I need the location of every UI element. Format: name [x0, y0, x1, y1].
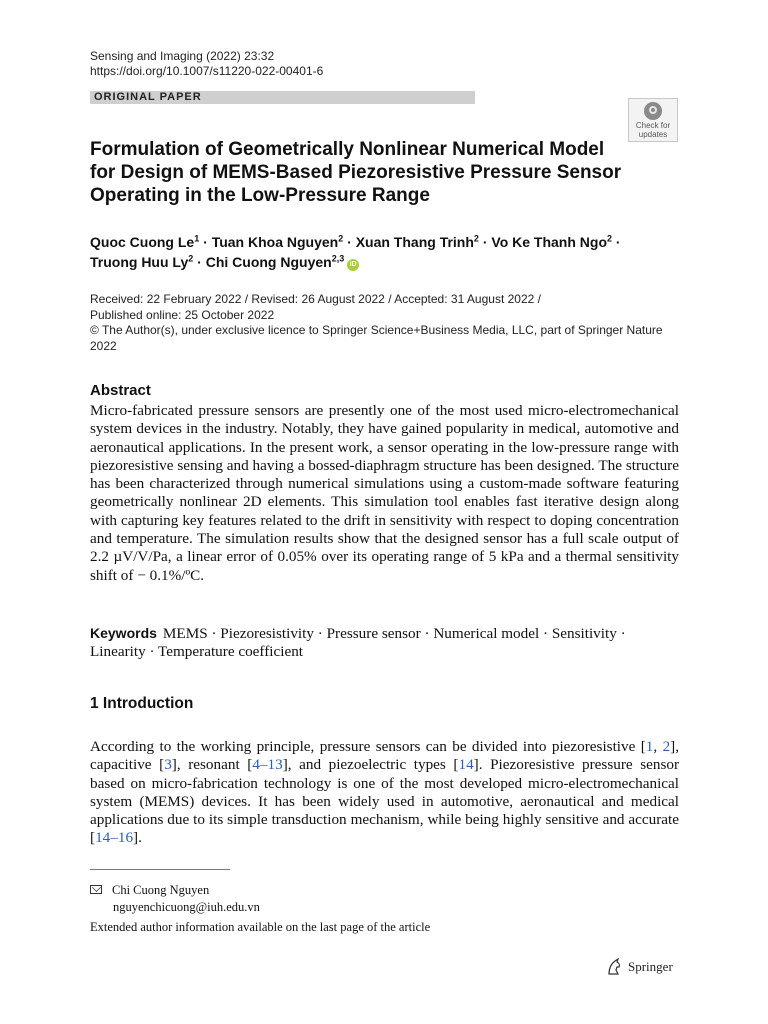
- check-for-updates-icon[interactable]: [628, 98, 678, 142]
- intro-text: ], and piezoelectric types [: [282, 756, 459, 774]
- keywords-text: MEMS · Piezoresistivity · Pressure sensor · Numerical model · Sensitivity · Linearity · Temperature coefficient: [90, 625, 626, 661]
- envelope-icon: [90, 885, 102, 894]
- publication-dates: [90, 292, 690, 354]
- intro-text: ].: [133, 829, 142, 847]
- paper-type-label: ORIGINAL PAPER: [90, 91, 475, 104]
- author-name[interactable]: Truong Huu Ly: [90, 254, 189, 270]
- keywords-block: [90, 624, 679, 662]
- dates-line-2: Published online: 25 October 2022: [90, 307, 275, 322]
- author-name[interactable]: Quoc Cuong Le: [90, 234, 195, 250]
- section-heading: 1 Introduction: [90, 695, 194, 712]
- author-affiliation: 1: [194, 233, 200, 244]
- orcid-icon[interactable]: iD: [347, 259, 359, 271]
- author-affiliation: 2: [473, 233, 479, 244]
- citation-link[interactable]: 1: [645, 738, 654, 755]
- author-affiliation: 2: [338, 233, 344, 244]
- citation-link[interactable]: 4–13: [252, 756, 283, 774]
- introduction-paragraph: [90, 738, 679, 848]
- author-affiliation: 2,3: [331, 253, 345, 264]
- correspondence-block: [90, 882, 260, 915]
- keywords-heading: Keywords: [90, 625, 157, 641]
- citation-link[interactable]: 14–16: [95, 829, 134, 847]
- doi-link[interactable]: https://doi.org/10.1007/s11220-022-00401-6: [90, 64, 324, 78]
- corresponding-author: Chi Cuong Nguyen: [112, 883, 210, 897]
- intro-text: ,: [653, 738, 663, 755]
- corresponding-email[interactable]: nguyenchicuong@iuh.edu.vn: [113, 899, 260, 914]
- citation-link[interactable]: 14: [458, 756, 474, 774]
- intro-text: ], resonant [: [171, 756, 253, 774]
- publisher-name: Springer: [628, 959, 673, 974]
- author-name[interactable]: Chi Cuong Nguyen: [205, 254, 332, 270]
- author-name[interactable]: Tuan Khoa Nguyen: [211, 234, 339, 250]
- intro-text: ]. Piezoresistive pressure sensor based on micro-fabrication technology is one of the most developed micro-electromechanical system (MEMS) devices. It has been widely used in automotive, aeronautical and medical applications due to its simple transduction mechanism, while being highly sensitive and accurate [: [90, 756, 680, 847]
- badge-line-2: updates: [638, 130, 668, 139]
- abstract-text: Micro-fabricated pressure sensors are presently one of the most used micro-electromechanical system devices in the industry. Notably, they have gained popularity in medical, automotive and aeronautical applications. In the present work, a sensor operating in the low-pressure range with piezoresistive sensing and having a bossed-diaphragm structure has been designed. The structure has been characterized through numerical simulations using a custom-made software featuring geometrically nonlinear 2D elements. This simulation tool enables fast iterative design along with capturing key features related to the drift in sensitivity with respect to doping concentration and temperature. The simulation results show that the designed sensor has a full scale output of 2.2 µV/V/Pa, a linear error of 0.05% over its operating range of 5 kPa and a thermal sensitivity shift of − 0.1%/ºC.: [90, 402, 679, 584]
- intro-text: ], capacitive [: [90, 738, 680, 774]
- badge-line-1: Check for: [635, 121, 671, 130]
- springer-horse-icon: [606, 958, 622, 976]
- check-circle-icon: [644, 102, 662, 120]
- citation-link[interactable]: 3: [164, 756, 172, 774]
- author-list: Quoc Cuong $Le^1$ · Tuan Khoa Nguyen$^2$ · Xuan Thang Trinh$^2$ · Vo Ke Thanh Ngo$^2$ · Truong Huu $Ly^2$ · Chi Cuong Nguyen$^{2,3}$iD: [90, 233, 621, 270]
- footnote-divider: [90, 869, 230, 870]
- intro-text: According to the working principle, pressure sensors can be divided into piezoresistive [: [90, 738, 646, 755]
- dates-line-1: Received: 22 February 2022 / Revised: 26 August 2022 / Accepted: 31 August 2022 /: [90, 292, 541, 306]
- publisher-logo: [606, 958, 673, 976]
- citation-link[interactable]: 2: [662, 738, 671, 755]
- paper-title: Formulation of Geometrically Nonlinear Numerical Model for Design of MEMS-Based Piezoresistive Pressure Sensor Operating in the Low-Pressure Range: [90, 139, 622, 206]
- author-name[interactable]: Vo Ke Thanh Ngo: [491, 234, 608, 250]
- abstract-heading: Abstract: [90, 382, 151, 399]
- author-name[interactable]: Xuan Thang Trinh: [355, 234, 474, 250]
- author-affiliation: 2: [188, 253, 194, 264]
- journal-citation: Sensing and Imaging (2022) 23:32: [90, 49, 275, 63]
- extended-author-info: Extended author information available on the last page of the article: [90, 920, 431, 934]
- journal-header: [90, 49, 323, 79]
- author-affiliation: 2: [607, 233, 613, 244]
- copyright-notice: © The Author(s), under exclusive licence to Springer Science+Business Media, LLC, part of Springer Nature 2022: [90, 323, 663, 353]
